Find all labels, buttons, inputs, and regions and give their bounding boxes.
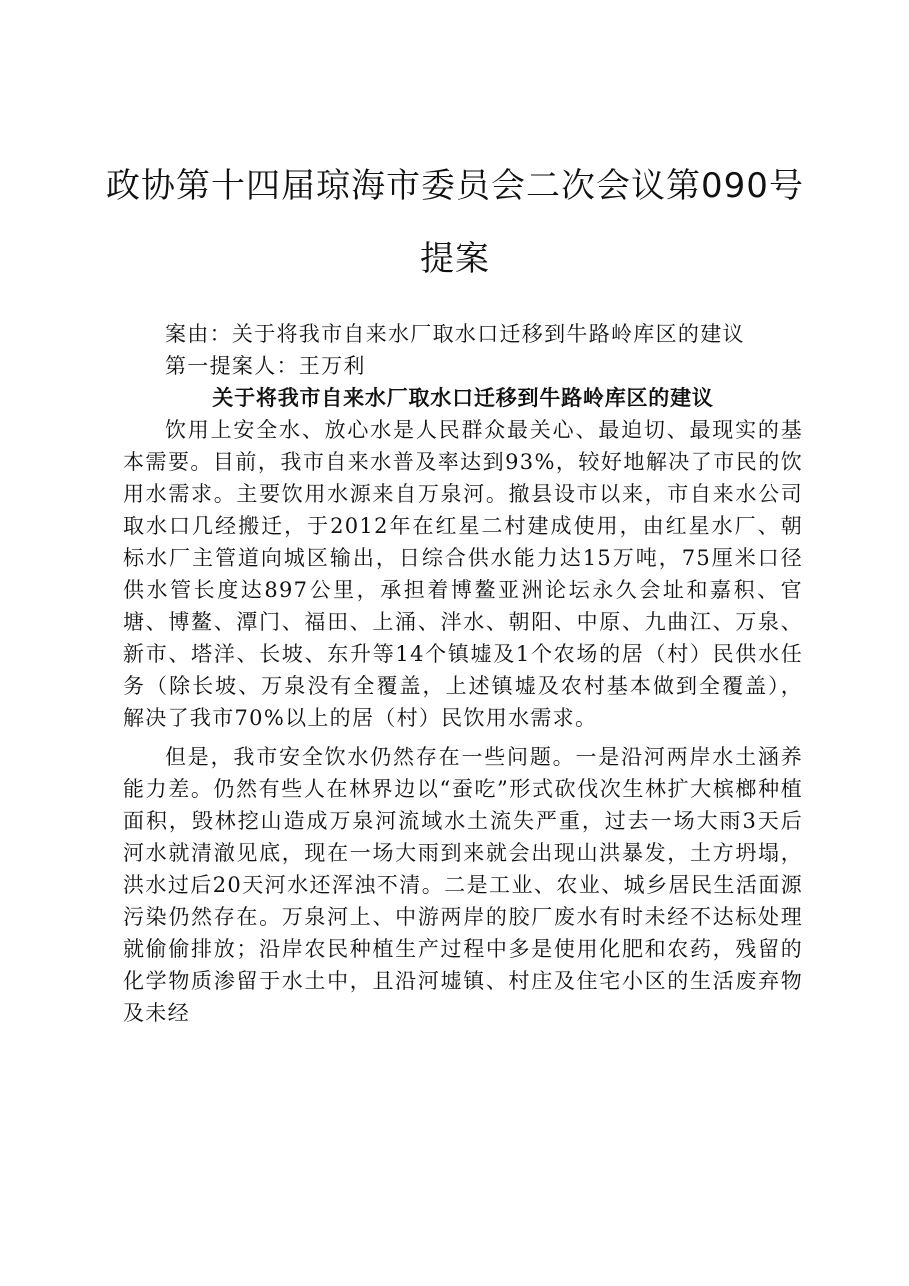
document-body [123,318,803,1029]
proposal-reason: 案由：关于将我市自来水厂取水口迁移到牛路岭库区的建议 [165,322,745,346]
document-title: 政协第十四届琼海市委员会二次会议第090号提案 [106,166,804,279]
proposer-line: 第一提案人：王万利 [165,354,366,378]
body-paragraph-1: 饮用上安全水、放心水是人民群众最关心、最迫切、最现实的基本需要。目前，我市自来水普及率达到93%，较好地解决了市民的饮用水需求。主要饮用水源来自万泉河。撤县设市以来，市自来水公司取水口几经搬迁，于2012年在红星二村建成使用，由红星水厂、朝标水厂主管道向城区输出，日综合供水能力达15万吨，75厘米口径供水管长度达897公里，承担着博鳌亚洲论坛永久会址和嘉积、官塘、博鳌、潭门、福田、上涌、泮水、朝阳、中原、九曲江、万泉、新市、塔洋、长坡、东升等14个镇墟及1个农场的居（村）民供水任务（除长坡、万泉没有全覆盖，上述镇墟及农村基本做到全覆盖），解决了我市70%以上的居（村）民饮用水需求。 [123,418,803,730]
body-paragraph-2: 但是，我市安全饮水仍然存在一些问题。一是沿河两岸水土涵养能力差。仍然有些人在林界边以“蚕吃”形式砍伐次生林扩大槟榔种植面积，毁林挖山造成万泉河流域水土流失严重，过去一场大雨3天后河水就清澈见底，现在一场大雨到来就会出现山洪暴发，土方坍塌，洪水过后20天河水还浑浊不清。二是工业、农业、城乡居民生活面源污染仍然存在。万泉河上、中游两岸的胶厂废水有时未经不达标处理就偷偷排放；沿岸农民种植生产过程中多是使用化肥和农药，残留的化学物质渗留于水土中，且沿河墟镇、村庄及住宅小区的生活废弃物及未经 [123,745,803,1025]
proposal-heading: 关于将我市自来水厂取水口迁移到牛路岭库区的建议 [212,385,714,410]
